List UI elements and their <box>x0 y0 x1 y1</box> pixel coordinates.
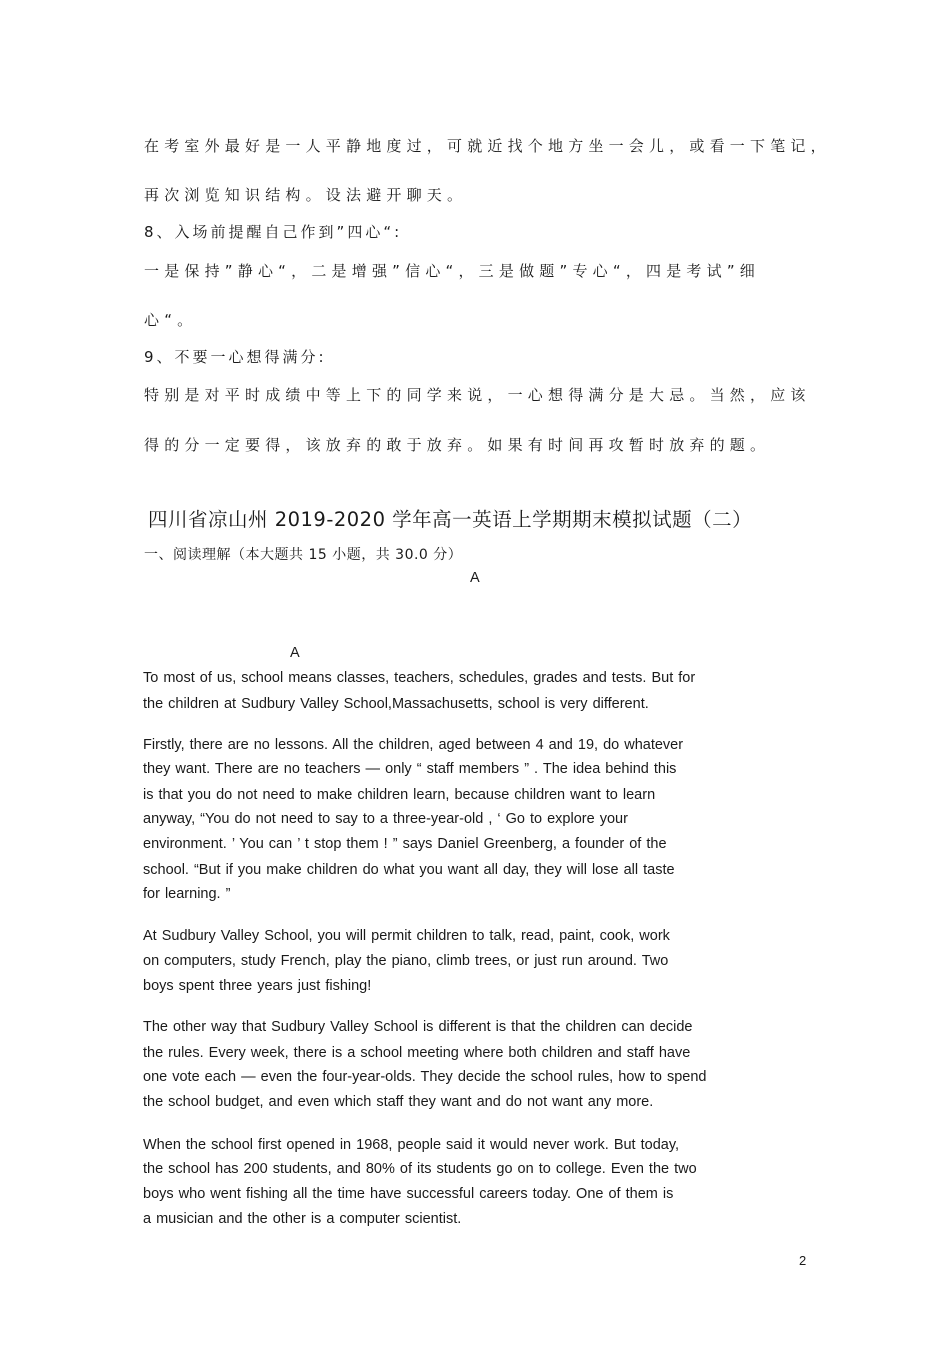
p5-line-2: the school has 200 students, and 80% of its students go on to college. Even the two <box>143 1161 697 1177</box>
p2-line-2: they want. There are no teachers — only “ staff members ” . The idea behind this <box>143 761 677 777</box>
p2-line-3: is that you do not need to make children learn, because children want to learn <box>143 787 656 803</box>
item-9-line-2: 得的分一定要得，该放弃的敢于放弃。如果有时间再攻暂时放弃的题。 <box>144 436 771 454</box>
page-number: 2 <box>799 1253 807 1268</box>
p3-line-1: At Sudbury Valley School, you will permit children to talk, read, paint, cook, work <box>143 928 670 944</box>
section-heading: 一、阅读理解（本大题共 15 小题，共 30.0 分） <box>144 547 463 563</box>
p5-line-4: a musician and the other is a computer scientist. <box>143 1211 462 1227</box>
item-9-line-1: 特别是对平时成绩中等上下的同学来说，一心想得满分是大忌。当然，应该 <box>144 386 811 404</box>
p2-line-6: school. “But if you make children do what you want all day, they will lose all taste <box>143 862 675 878</box>
p4-line-1: The other way that Sudbury Valley School is different is that the children can decide <box>143 1019 693 1035</box>
p3-line-3: boys spent three years just fishing! <box>143 978 372 994</box>
item-9-heading: 9、不要一心想得满分: <box>144 348 327 366</box>
p2-line-4: anyway, “You do not need to say to a three-year-old , ‘ Go to explore your <box>143 811 628 827</box>
item-8-heading: 8、入场前提醒自己作到”四心“: <box>144 223 403 241</box>
p2-line-1: Firstly, there are no lessons. All the children, aged between 4 and 19, do whatever <box>143 737 684 753</box>
tip-line-1: 在考室外最好是一人平静地度过，可就近找个地方坐一会儿，或看一下笔记， <box>144 137 831 155</box>
p4-line-4: the school budget, and even which staff they want and do not want any more. <box>143 1094 654 1110</box>
p5-line-1: When the school first opened in 1968, people said it would never work. But today, <box>143 1137 680 1153</box>
tip-line-2: 再次浏览知识结构。设法避开聊天。 <box>144 186 468 204</box>
p3-line-2: on computers, study French, play the piano, climb trees, or just run around. Two <box>143 953 669 969</box>
item-8-line-2: 心“。 <box>144 311 198 329</box>
passage-label: A <box>290 645 300 661</box>
p4-line-2: the rules. Every week, there is a school meeting where both children and staff have <box>143 1045 691 1061</box>
p1-line-2: the children at Sudbury Valley School,Massachusetts, school is very different. <box>143 696 649 712</box>
p2-line-5: environment. ’ You can ’ t stop them ! ” says Daniel Greenberg, a founder of the <box>143 836 667 852</box>
p5-line-3: boys who went fishing all the time have successful careers today. One of them is <box>143 1186 674 1202</box>
item-8-line-1: 一是保持”静心“，二是增强”信心“，三是做题”专心“，四是考试”细 <box>144 262 760 280</box>
p2-line-7: for learning. ” <box>143 886 231 902</box>
p1-line-1: To most of us, school means classes, teachers, schedules, grades and tests. But for <box>143 670 696 686</box>
exam-title: 四川省凉山州 2019-2020 学年高一英语上学期期末模拟试题（二） <box>148 508 753 531</box>
p4-line-3: one vote each — even the four-year-olds. They decide the school rules, how to spend <box>143 1069 707 1085</box>
passage-label-centered: A <box>470 570 480 586</box>
